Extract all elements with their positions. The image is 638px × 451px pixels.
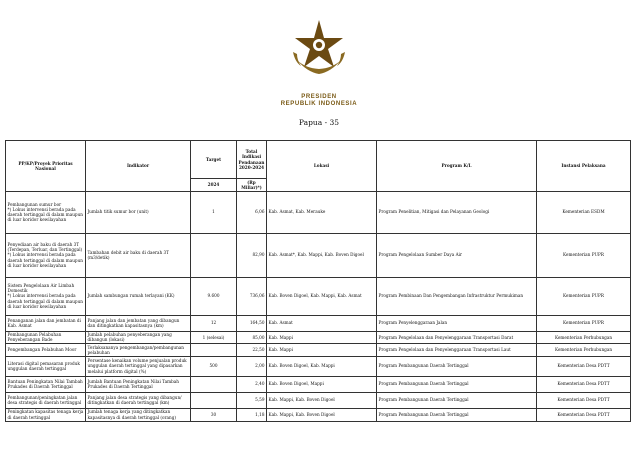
- header-indikator: Indikator: [86, 141, 191, 192]
- table-row: [6, 392, 631, 408]
- cell-indikator: Jumlah tenaga kerja yang ditingkatkan kapasitasnya di daerah tertinggal (orang): [86, 408, 191, 421]
- cell-target: [191, 233, 237, 277]
- cell-pendanaan: 2,00: [237, 356, 267, 376]
- cell-program: Program Pengelolaan dan Penyelenggaraan Transportasi Laut: [377, 344, 537, 357]
- header-instansi: Instansi Pelaksana: [537, 141, 631, 192]
- table-row: [6, 277, 631, 315]
- cell-target: 500: [191, 356, 237, 376]
- cell-pendanaan: 22,50: [237, 344, 267, 357]
- cell-program: Program Penelitian, Mitigasi dan Pelayanan Geologi: [377, 191, 537, 233]
- cell-pendanaan: 2,40: [237, 376, 267, 392]
- cell-instansi: Kementerian Desa PDTT: [537, 392, 631, 408]
- cell-target: 9.600: [191, 277, 237, 315]
- cell-target: 1: [191, 191, 237, 233]
- cell-instansi: Kementerian PUPR: [537, 315, 631, 331]
- cell-pendanaan: 164,50: [237, 315, 267, 331]
- cell-instansi: Kementerian Desa PDTT: [537, 356, 631, 376]
- cell-lokasi: Kab. Boven Digoel, Mappi: [267, 376, 377, 392]
- brand-line-republic: REPUBLIK INDONESIA: [280, 101, 358, 107]
- cell-pp: Sistem Pengelolaan Air Limbah Domestik *) Lokus intervensi berada pada daerah tertinggal di dalam maupun di luar koridor kewilayahan: [6, 277, 86, 315]
- header-pendanaan: Total Indikasi Pendanaan 2020-2024: [237, 141, 267, 179]
- cell-instansi: Kementerian ESDM: [537, 191, 631, 233]
- cell-pendanaan: 5,59: [237, 392, 267, 408]
- cell-target: [191, 344, 237, 357]
- cell-indikator: Terlaksananya pengembangan/pembangunan pelabuhan: [86, 344, 191, 357]
- cell-lokasi: Kab. Mappi, Kab. Boven Digoel: [267, 408, 377, 421]
- page-title: Papua - 35: [298, 118, 340, 127]
- cell-target: 30: [191, 408, 237, 421]
- cell-program: Program Penyelenggaraan Jalan: [377, 315, 537, 331]
- header-lokasi: Lokasi: [267, 141, 377, 192]
- cell-program: Program Pengelolaan dan Penyelenggaraan Transportasi Darat: [377, 331, 537, 344]
- cell-pp: Bantuan Peningkatan Nilai Tambah Prukades di Daerah Tertinggal: [6, 376, 86, 392]
- cell-indikator: Tambahan debit air baku di daerah 3T (m3/detik): [86, 233, 191, 277]
- header-pendanaan-unit: (Rp Miliar)*): [237, 179, 267, 192]
- cell-pp: Penanganan jalan dan jembatan di Kab. Asmat: [6, 315, 86, 331]
- cell-target: 1 (selesai): [191, 331, 237, 344]
- cell-indikator: Persentase kenaikan volume penjualan produk unggulan daerah tertinggal yang dipasarkan melalui platform digital (%): [86, 356, 191, 376]
- cell-indikator: Jumlah pelabuhan penyeberangan yang dibangun (lokasi): [86, 331, 191, 344]
- cell-instansi: Kementerian Perhubungan: [537, 331, 631, 344]
- garuda-star-emblem-icon: [287, 16, 351, 78]
- cell-indikator: Jumlah titik sumur bor (unit): [86, 191, 191, 233]
- cell-program: Program Pembinaan Dan Pengembangan Infrastruktur Permukiman: [377, 277, 537, 315]
- cell-lokasi: Kab. Mappi, Kab. Boven Digoel: [267, 392, 377, 408]
- cell-pendanaan: 1,18: [237, 408, 267, 421]
- cell-target: [191, 392, 237, 408]
- cell-lokasi: Kab. Boven Digoel, Kab. Mappi: [267, 356, 377, 376]
- cell-program: Program Pembangunan Daerah Tertinggal: [377, 356, 537, 376]
- program-table: [5, 140, 631, 422]
- table-row: [6, 376, 631, 392]
- brand-line-president: PRESIDEN: [301, 94, 337, 100]
- cell-lokasi: Kab. Boven Digoel, Kab. Mappi, Kab. Asmat: [267, 277, 377, 315]
- cell-instansi: Kementerian Desa PDTT: [537, 376, 631, 392]
- cell-indikator: Jumlah sambungan rumah terlayani (KK): [86, 277, 191, 315]
- cell-lokasi: Kab. Asmat: [267, 315, 377, 331]
- header-target: Target: [191, 141, 237, 179]
- table-row: [6, 356, 631, 376]
- header-target-year: 2024: [191, 179, 237, 192]
- header-pp: PP/KP/Proyek Prioritas Nasional: [6, 141, 86, 192]
- cell-instansi: Kementerian Desa PDTT: [537, 408, 631, 421]
- table-row: [6, 344, 631, 357]
- table-row: [6, 233, 631, 277]
- cell-lokasi: Kab. Asmat*, Kab. Mappi, Kab. Boven Digoel: [267, 233, 377, 277]
- cell-lokasi: Kab. Mappi: [267, 331, 377, 344]
- cell-lokasi: Kab. Asmat, Kab. Merauke: [267, 191, 377, 233]
- cell-pendanaan: 85,00: [237, 331, 267, 344]
- cell-program: Program Pembangunan Daerah Tertinggal: [377, 376, 537, 392]
- cell-pendanaan: 6,06: [237, 191, 267, 233]
- cell-pp: Penyediaan air baku di daerah 3T (Terdepan, Terluar, dan Tertinggal) *) Lokus intervensi berada pada daerah tertinggal di dalam maupun di luar koridor kewilayahan: [6, 233, 86, 277]
- table-row: [6, 315, 631, 331]
- cell-indikator: Panjang jalan dan jembatan yang dibangun dan ditingkatkan kapasitasnya (km): [86, 315, 191, 331]
- cell-pendanaan: 82,90: [237, 233, 267, 277]
- cell-target: [191, 376, 237, 392]
- cell-pp: Pembangunan/peningkatan jalan desa strategis di daerah tertinggal: [6, 392, 86, 408]
- cell-program: Program Pengelolaan Sumber Daya Air: [377, 233, 537, 277]
- table-body: [6, 191, 631, 421]
- cell-pp: Pembangunan Pelabuhan Penyeberangan Bade: [6, 331, 86, 344]
- cell-pp: Literasi digital pemasaran produk unggulan daerah tertinggal: [6, 356, 86, 376]
- cell-instansi: Kementerian PUPR: [537, 277, 631, 315]
- cell-program: Program Pembangunan Daerah Tertinggal: [377, 408, 537, 421]
- cell-target: 12: [191, 315, 237, 331]
- cell-pendanaan: 736,06: [237, 277, 267, 315]
- table-row: [6, 191, 631, 233]
- cell-instansi: Kementerian Perhubungan: [537, 344, 631, 357]
- cell-program: Program Pembangunan Daerah Tertinggal: [377, 392, 537, 408]
- cell-lokasi: Kab. Mappi: [267, 344, 377, 357]
- cell-pp: Pengembangan Pelabuhan Moor: [6, 344, 86, 357]
- cell-indikator: Jumlah Bantuan Peningkatan Nilai Tambah Prukades di Daerah Tertinggal: [86, 376, 191, 392]
- table-row: [6, 331, 631, 344]
- cell-indikator: Panjang jalan desa strategis yang dibangun/ ditingkatkan di daerah tertinggal (km): [86, 392, 191, 408]
- cell-instansi: Kementerian PUPR: [537, 233, 631, 277]
- table-row: [6, 408, 631, 421]
- header-program: Program K/L: [377, 141, 537, 192]
- cell-pp: Pembangunan sumur bor *) Lokus intervensi berada pada daerah tertinggal di dalam maupun di luar koridor kewilayahan: [6, 191, 86, 233]
- cell-pp: Peningkatan kapasitas tenaga kerja di daerah tertinggal: [6, 408, 86, 421]
